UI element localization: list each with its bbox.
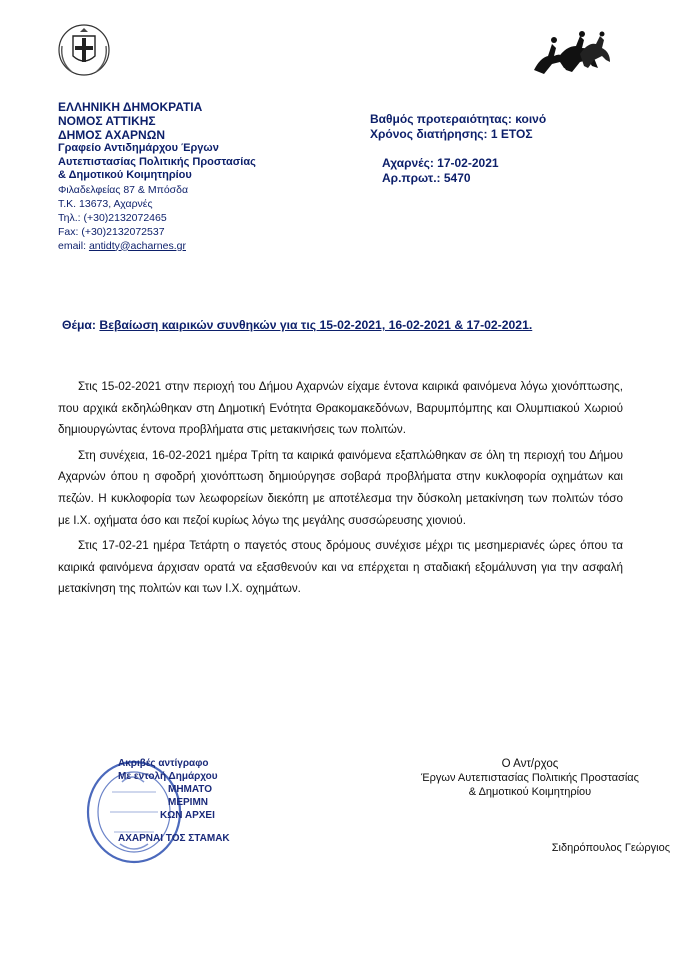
header-fax: Fax: (+30)2132072537 [58,225,165,238]
email-label: email: [58,239,87,252]
header-address: Φιλαδελφείας 87 & Μπόσδα [58,183,189,196]
stamp-line-3: ΜΗΜΑΤΟ [168,784,212,795]
header-municipality: ΔΗΜΟΣ ΑΧΑΡΝΩΝ [58,128,166,142]
signature-line-2: Έργων Αυτεπιστασίας Πολιτικής Προστασίας [421,772,639,784]
paragraph-1: Στις 15-02-2021 στην περιοχή του Δήμου Αχαρνών είχαμε έντονα καιρικά φαινόμενα λόγω χιονόπτωσης, που αρχικά εκδηλώθηκαν στη Δημοτική Ενότητα Θρακομακεδόνων, Βαρυμπόμπης και Ολυμπιακού Χωριού δημιουργώντας έντονα προβλήματα στις μετακινήσεις των πολιτών. [58,380,623,437]
priority: Βαθμός προτεραιότητας: κοινό [370,112,547,126]
stamp-line-2: Με εντολή Δημάρχου [118,771,218,782]
email-link[interactable]: antidty@acharnes.gr [88,239,186,252]
header-email-row [58,239,358,253]
header-country: ΕΛΛΗΝΙΚΗ ΔΗΜΟΚΡΑΤΙΑ [58,100,203,114]
subject-text: Βεβαίωση καιρικών συνθηκών για τις 15-02-2021, 16-02-2021 & 17-02-2021. [99,318,533,332]
header-postal: Τ.Κ. 13673, Αχαρνές [58,197,153,210]
retention: Χρόνος διατήρησης: 1 ΕΤΟΣ [370,127,533,141]
stamp-line-4: ΜΕΡΙΜΝ [168,797,208,808]
signatory-name: Σιδηρόπουλος Γεώργιος [551,842,670,854]
header-phone: Τηλ.: (+30)2132072465 [58,211,167,224]
signature-block [400,757,660,799]
paragraph-3: Στις 17-02-21 ημέρα Τετάρτη ο παγετός στους δρόμους συνέχισε μέχρι τις μεσημεριανές ώρες όπου τα καιρικά φαινόμενα άρχισαν ορατά να εξασθενούν και να επέρχεται η σταδιακή εξομάλυνση για την ασφαλή μετακίνηση της πολιτών και των Ι.Χ. οχημάτων. [58,539,623,596]
paragraph-2: Στη συνέχεια, 16-02-2021 ημέρα Τρίτη τα καιρικά φαινόμενα εξαπλώθηκαν σε όλη τη περιοχή του Δήμου Αχαρνών όπου η σφοδρή χιονόπτωση δημιούργησε σοβαρά προβλήματα στην κυκλοφορία οχημάτων και πεζών. Η κυκλοφορία των λεωφορείων διεκόπη με αποτέλεσμα την δύσκολη μετακίνηση των πολιτών τόσο με Ι.Χ. οχήματα όσο και πεζοί κυρίως λόγω της μεγάλης συσσώρευσης χιονιού. [58,448,623,527]
signature-title: Ο Αντ/ρχος [501,758,559,770]
document-meta [370,112,630,186]
signature-line-3: & Δημοτικού Κοιμητηρίου [468,786,592,798]
header-office-line-2: Αυτεπιστασίας Πολιτικής Προστασίας [58,155,256,168]
header-office-line-3: & Δημοτικού Κοιμητηρίου [58,169,192,181]
subject-line [62,318,642,332]
stamp-line-6: ΑΧΑΡΝΑΙ ΤΟΣ ΣΤΑΜΑΚ [118,833,230,844]
sender-header [58,100,358,253]
header-prefecture: ΝΟΜΟΣ ΑΤΤΙΚΗΣ [58,114,156,128]
place-date: Αχαρνές: 17-02-2021 [382,156,499,170]
stamp-text [118,757,258,845]
header-office-line-1: Γραφείο Αντιδημάρχου Έργων [58,142,219,154]
stamp-line-1: Ακριβές αντίγραφο [118,758,209,769]
protocol-number: Αρ.πρωτ.: 5470 [382,171,471,185]
horse-riders-logo-icon [530,30,612,80]
stamp-line-5: ΚΩΝ ΑΡΧΕΙ [160,810,215,821]
greek-coat-of-arms-icon [58,22,110,78]
subject-label: Θέμα: [62,318,96,332]
letter-body [58,376,623,604]
